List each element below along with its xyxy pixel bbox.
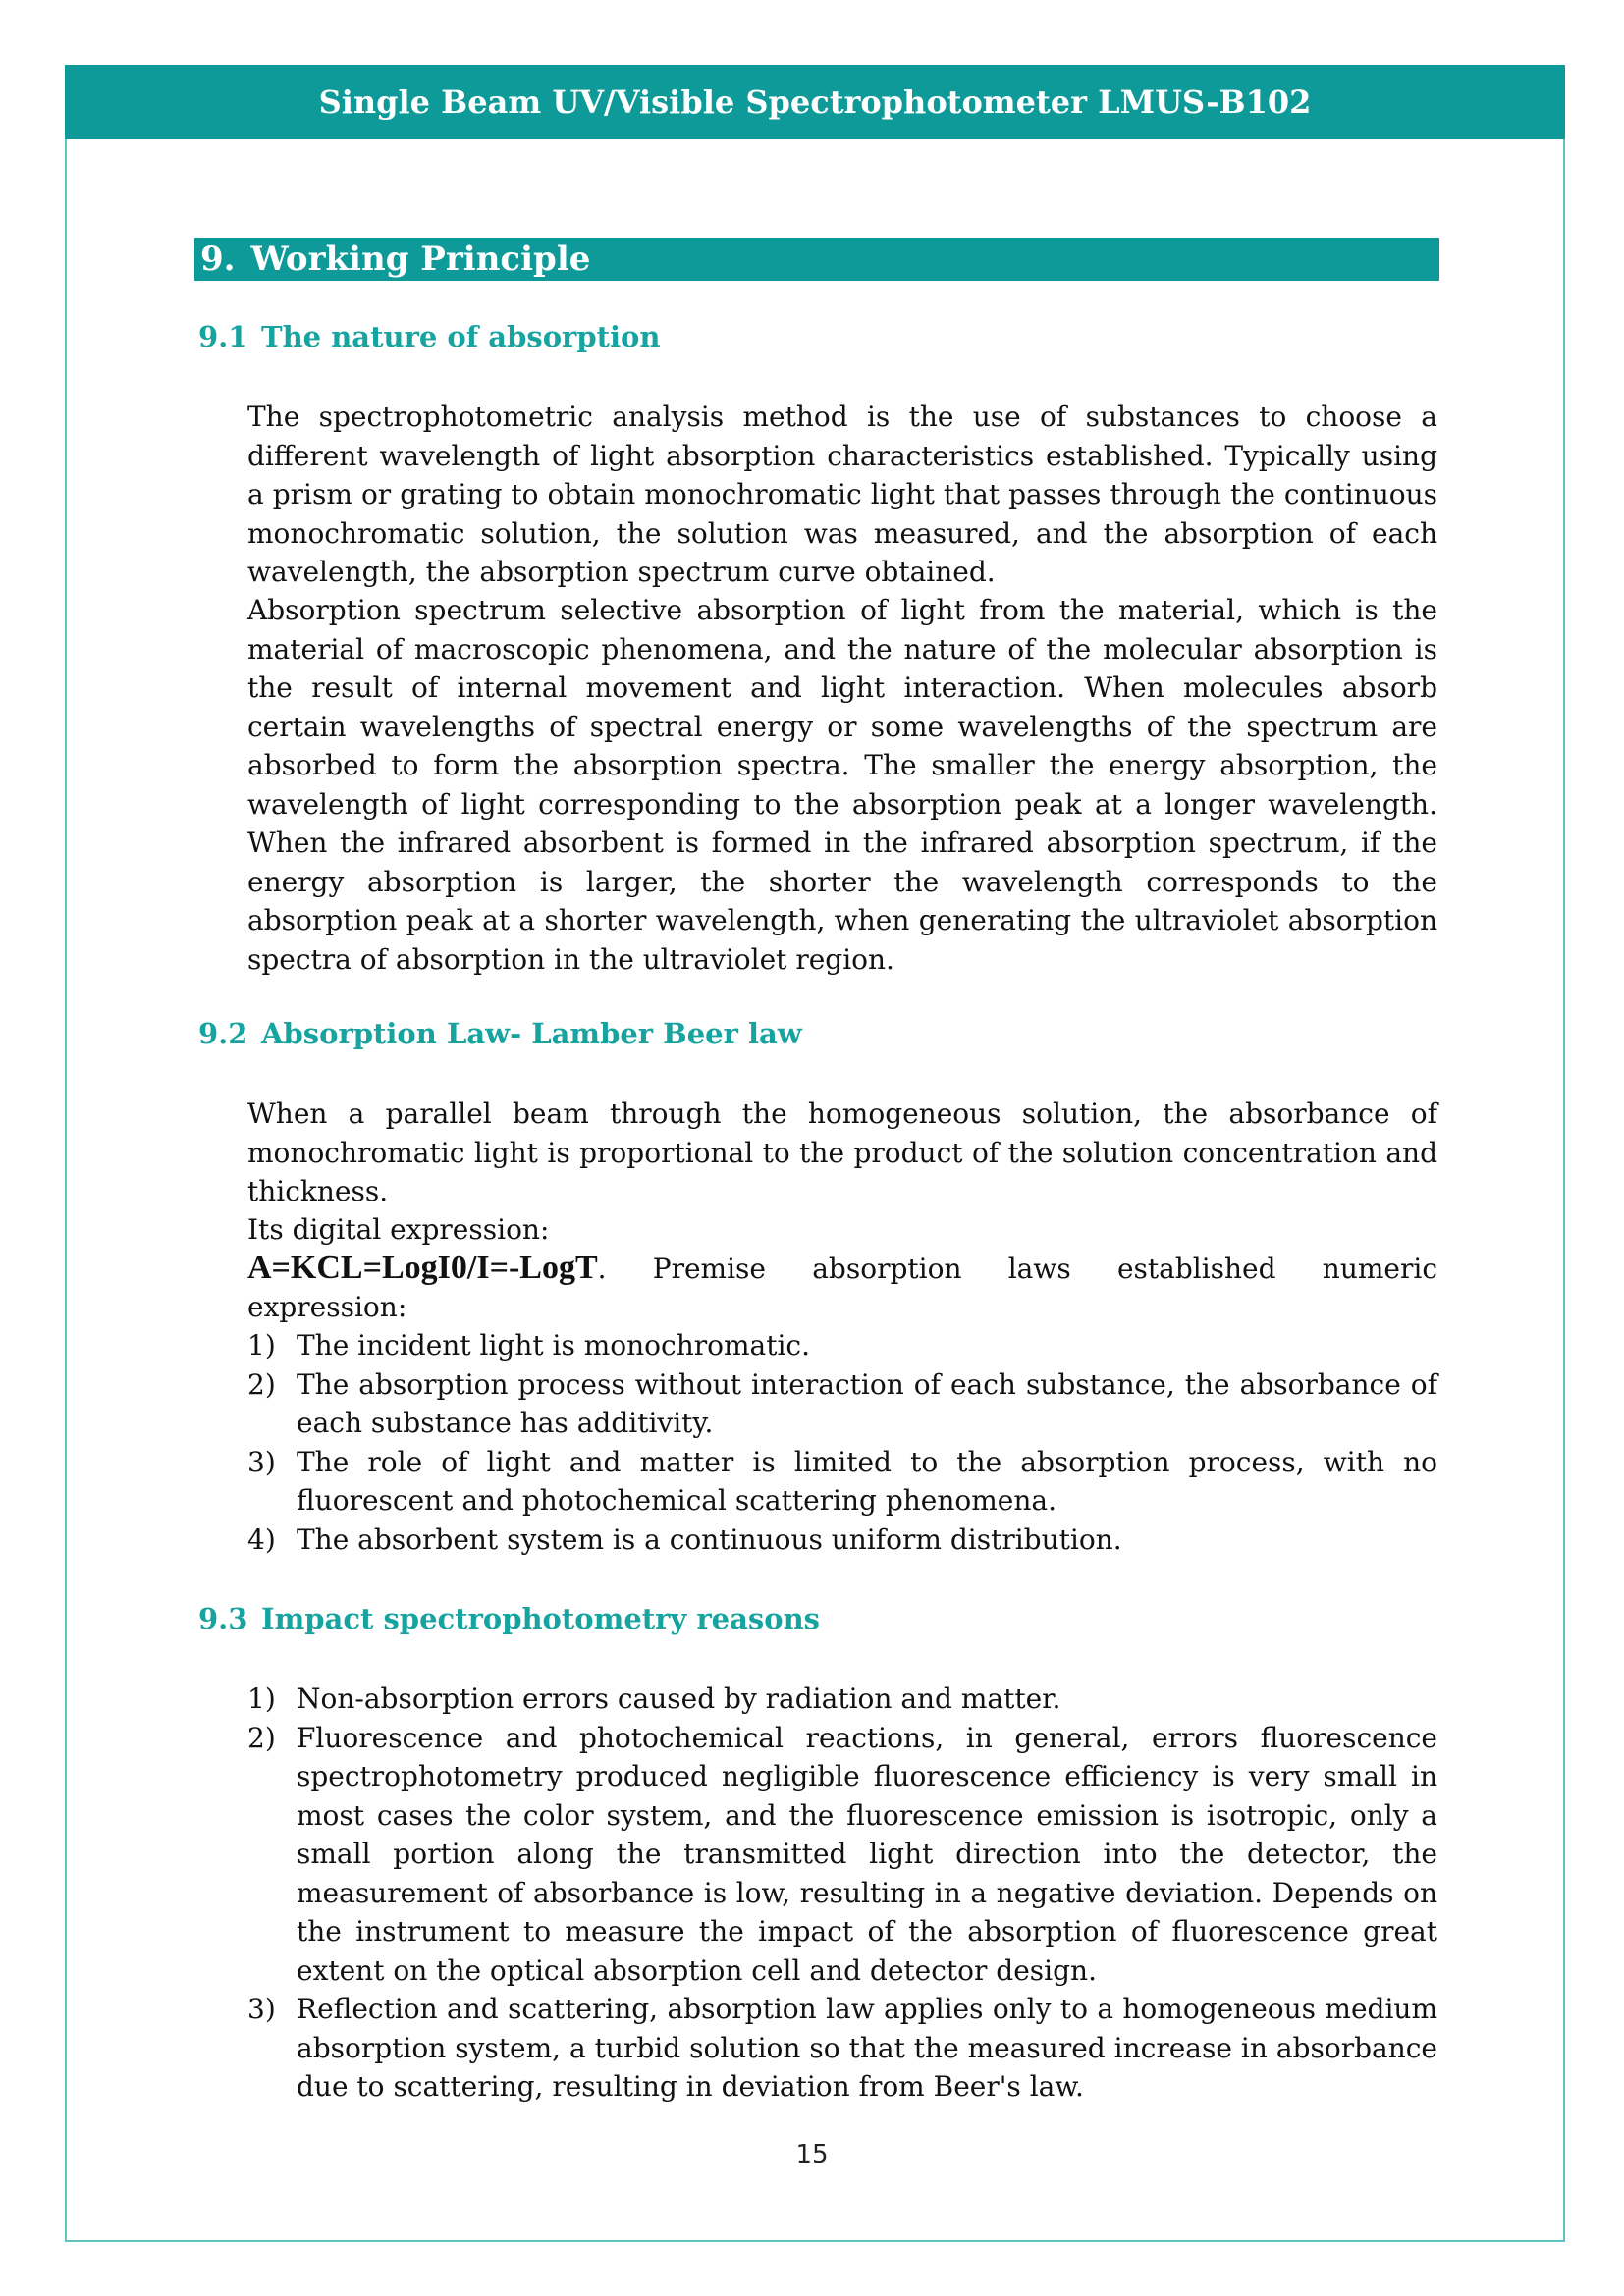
- list-item: [247, 1443, 1437, 1521]
- subsection-heading-9-2: [198, 1017, 802, 1050]
- list-marker: 2): [247, 1721, 276, 1754]
- subsection-title: Absorption Law- Lamber Beer law: [261, 1017, 802, 1050]
- list-marker: 3): [247, 1993, 276, 2025]
- subsection-number: 9.2: [198, 1017, 248, 1050]
- list-text: The role of light and matter is limited to the absorption process, with no fluorescent and photochemical scattering phenomena.: [297, 1445, 1437, 1517]
- formula-continuation-line: expression:: [247, 1291, 407, 1323]
- list-text: The absorption process without interaction of each substance, the absorbance of each substance has additivity.: [297, 1367, 1437, 1439]
- section-number: 9.: [200, 240, 236, 279]
- subsection-title: The nature of absorption: [261, 320, 661, 353]
- list-item: [247, 1521, 1437, 1560]
- section-title: Working Principle: [250, 240, 591, 279]
- expression-label: Its digital expression:: [247, 1213, 550, 1246]
- list-text: The incident light is monochromatic.: [297, 1329, 811, 1362]
- paragraph: When a parallel beam through the homogeneous solution, the absorbance of monochromatic light is proportional to the product of the solution concentration and thickness.: [247, 1097, 1437, 1207]
- page-number: 15: [795, 2140, 829, 2169]
- list-text: Non-absorption errors caused by radiation and matter.: [297, 1682, 1061, 1715]
- list-item: [247, 1326, 1437, 1365]
- list-item: [247, 1990, 1437, 2107]
- paragraph: Absorption spectrum selective absorption of light from the material, which is the material of macroscopic phenomena, and the nature of the molecular absorption is the result of internal movement and light interaction. When molecules absorb certain wavelengths of spectral energy or some wavelengths of the spectrum are absorbed to form the absorption spectra. The smaller the energy absorption, the wavelength of light corresponding to the absorption peak at a longer wavelength. When the infrared absorbent is formed in the infrared absorption spectrum, if the energy absorption is larger, the shorter the wavelength corresponds to the absorption peak at a shorter wavelength, when generating the ultraviolet absorption spectra of absorption in the ultraviolet region.: [247, 594, 1437, 976]
- list-marker: 2): [247, 1367, 276, 1401]
- list-marker: 4): [247, 1522, 276, 1556]
- subsection-number: 9.1: [198, 320, 248, 353]
- section-heading: [194, 238, 1439, 281]
- subsection-title: Impact spectrophotometry reasons: [261, 1602, 820, 1635]
- impact-reasons-list: [247, 1680, 1437, 2107]
- document-title: Single Beam UV/Visible Spectrophotometer LMUS-B102: [318, 83, 1312, 121]
- subsection-number: 9.3: [198, 1602, 248, 1635]
- list-item: [247, 1365, 1437, 1443]
- absorption-law-conditions: [247, 1326, 1437, 1559]
- list-item: [247, 1680, 1437, 1719]
- formula-line: [247, 1249, 1437, 1289]
- subsection-heading-9-1: [198, 320, 660, 353]
- formula: A=KCL=LogI0/I=-LogT: [247, 1250, 598, 1286]
- list-item: [247, 1719, 1437, 1991]
- paragraph: The spectrophotometric analysis method is the use of substances to choose a different wavelength of light absorption characteristics established. Typically using a prism or grating to obtain monochromatic light that passes through the continuous monochromatic solution, the solution was measured, and the absorption of each wavelength, the absorption spectrum curve obtained.: [247, 400, 1437, 588]
- list-marker: 1): [247, 1329, 276, 1362]
- list-text: The absorbent system is a continuous uniform distribution.: [297, 1522, 1122, 1556]
- list-marker: 3): [247, 1445, 276, 1478]
- list-marker: 1): [247, 1682, 276, 1715]
- formula-continuation: . Premise absorption laws established numeric: [597, 1253, 1437, 1285]
- subsection-heading-9-3: [198, 1602, 820, 1635]
- list-text: Reflection and scattering, absorption law applies only to a homogeneous medium absorption system, a turbid solution so that the measured increase in absorbance due to scattering, resulting in deviation from Beer's law.: [297, 1993, 1437, 2103]
- document-header: [65, 65, 1565, 139]
- list-text: Fluorescence and photochemical reactions, in general, errors fluorescence spectrophotometry produced negligible fluorescence efficiency is very small in most cases the color system, and the fluorescence emission is isotropic, only a small portion along the transmitted light direction into the detector, the measurement of absorbance is low, resulting in a negative deviation. Depends on the instrument to measure the impact of the absorption of fluorescence great extent on the optical absorption cell and detector design.: [297, 1721, 1437, 1987]
